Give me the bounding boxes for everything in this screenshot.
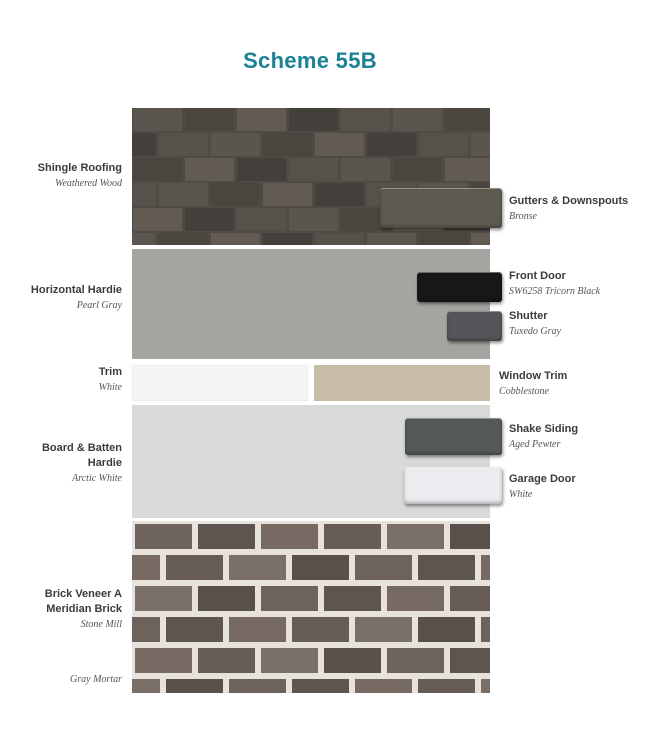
shingle-tab — [419, 133, 468, 156]
label-front-door — [509, 269, 649, 299]
shingle-tab — [132, 133, 156, 156]
material-color: Aged Pewter — [509, 439, 561, 450]
window-trim-cobblestone-swatch — [314, 365, 490, 401]
gutters-bronze-chip — [380, 188, 502, 228]
shingle-tab — [367, 233, 416, 245]
brick-texture — [132, 521, 490, 693]
shingle-tab — [263, 183, 312, 206]
material-color: Tuxedo Gray — [509, 326, 561, 337]
shingle-tab — [393, 158, 442, 181]
shingle-tab — [237, 158, 286, 181]
shingle-tab — [237, 208, 286, 231]
brick — [387, 586, 444, 611]
shingle-tab — [471, 233, 490, 245]
shingle-tab — [133, 208, 182, 231]
label-board-batten — [0, 441, 122, 486]
brick — [132, 679, 160, 693]
material-color: Gray Mortar — [70, 674, 122, 685]
shingle-tab — [445, 158, 490, 181]
shingle-tab — [289, 208, 338, 231]
brick — [135, 586, 192, 611]
material-color: Arctic White — [72, 473, 122, 484]
shingle-tab — [445, 108, 490, 131]
shingle-tab — [211, 133, 260, 156]
shingle-tab — [133, 108, 182, 131]
label-gutters — [509, 194, 649, 224]
shingle-tab — [315, 183, 364, 206]
brick-veneer-swatch — [132, 521, 490, 693]
brick — [355, 555, 412, 580]
material-name: Shingle Roofing — [37, 162, 122, 174]
material-name: Front Door — [509, 270, 566, 282]
shingle-tab — [211, 183, 260, 206]
shingle-tab — [341, 108, 390, 131]
material-name-line2: Hardie — [87, 457, 122, 469]
material-name: Window Trim — [499, 370, 568, 382]
material-color: White — [509, 489, 533, 500]
brick — [324, 648, 381, 673]
brick — [166, 617, 223, 642]
label-garage-door — [509, 472, 649, 502]
brick — [481, 617, 490, 642]
brick — [229, 617, 286, 642]
front-door-chip — [417, 272, 502, 302]
shake-siding-chip — [405, 418, 502, 455]
shingle-tab — [132, 233, 156, 245]
label-brick-veneer — [0, 587, 122, 632]
shingle-tab — [263, 133, 312, 156]
label-horizontal-hardie — [0, 283, 122, 313]
brick — [166, 679, 223, 693]
shingle-tab — [185, 108, 234, 131]
shingle-tab — [315, 133, 364, 156]
brick — [132, 617, 160, 642]
material-color: White — [98, 382, 122, 393]
label-shingle-roofing — [0, 161, 122, 191]
material-color: Pearl Gray — [76, 300, 122, 311]
shingle-tab — [289, 108, 338, 131]
material-color: Bronse — [509, 211, 537, 222]
brick — [387, 648, 444, 673]
label-mortar — [0, 672, 122, 687]
shingle-tab — [341, 158, 390, 181]
brick — [450, 524, 490, 549]
brick — [132, 555, 160, 580]
material-name-line2: Meridian Brick — [46, 603, 122, 615]
brick — [418, 679, 475, 693]
material-name: Brick Veneer A — [44, 588, 122, 600]
shingle-tab — [289, 158, 338, 181]
brick — [261, 524, 318, 549]
label-shutter — [509, 309, 649, 339]
brick — [481, 555, 490, 580]
material-color: SW6258 Tricorn Black — [509, 286, 601, 297]
material-name: Shake Siding — [509, 423, 579, 435]
brick — [418, 555, 475, 580]
shingle-tab — [367, 133, 416, 156]
shingle-tab — [471, 133, 490, 156]
material-color: Weathered Wood — [55, 178, 122, 189]
brick — [166, 555, 223, 580]
brick — [450, 648, 490, 673]
shingle-tab — [159, 133, 208, 156]
page-title: Scheme 55B — [243, 48, 377, 73]
shingle-tab — [211, 233, 260, 245]
label-shake-siding — [509, 422, 649, 452]
brick — [387, 524, 444, 549]
material-name: Horizontal Hardie — [30, 284, 122, 296]
shingle-tab — [419, 233, 468, 245]
brick — [229, 679, 286, 693]
brick — [324, 524, 381, 549]
shingle-tab — [237, 108, 286, 131]
material-color: Stone Mill — [80, 619, 122, 630]
material-name: Board & Batten — [41, 442, 122, 454]
shingle-tab — [263, 233, 312, 245]
brick — [198, 524, 255, 549]
material-name: Gutters & Downspouts — [509, 195, 629, 207]
shingle-tab — [185, 208, 234, 231]
brick — [135, 648, 192, 673]
shingle-tab — [132, 183, 156, 206]
brick — [324, 586, 381, 611]
brick — [355, 617, 412, 642]
material-name: Trim — [98, 366, 122, 378]
brick — [418, 617, 475, 642]
shingle-tab — [185, 158, 234, 181]
horizontal-hardie-swatch — [132, 249, 490, 359]
material-color: Cobblestone — [499, 386, 549, 397]
brick — [261, 648, 318, 673]
brick — [198, 648, 255, 673]
brick — [481, 679, 490, 693]
brick — [261, 586, 318, 611]
shingle-tab — [315, 233, 364, 245]
brick — [229, 555, 286, 580]
brick — [135, 524, 192, 549]
shingle-tab — [133, 158, 182, 181]
brick — [355, 679, 412, 693]
shingle-tab — [159, 183, 208, 206]
material-name: Shutter — [509, 310, 548, 322]
garage-door-chip — [404, 467, 502, 504]
shingle-tab — [393, 108, 442, 131]
label-window-trim — [499, 369, 639, 399]
shingle-tab — [159, 233, 208, 245]
material-name: Garage Door — [509, 473, 576, 485]
trim-white-swatch — [132, 365, 308, 401]
brick — [450, 586, 490, 611]
shutter-chip — [447, 311, 502, 341]
brick — [198, 586, 255, 611]
brick — [292, 679, 349, 693]
brick — [292, 555, 349, 580]
label-trim — [0, 365, 122, 395]
brick — [292, 617, 349, 642]
